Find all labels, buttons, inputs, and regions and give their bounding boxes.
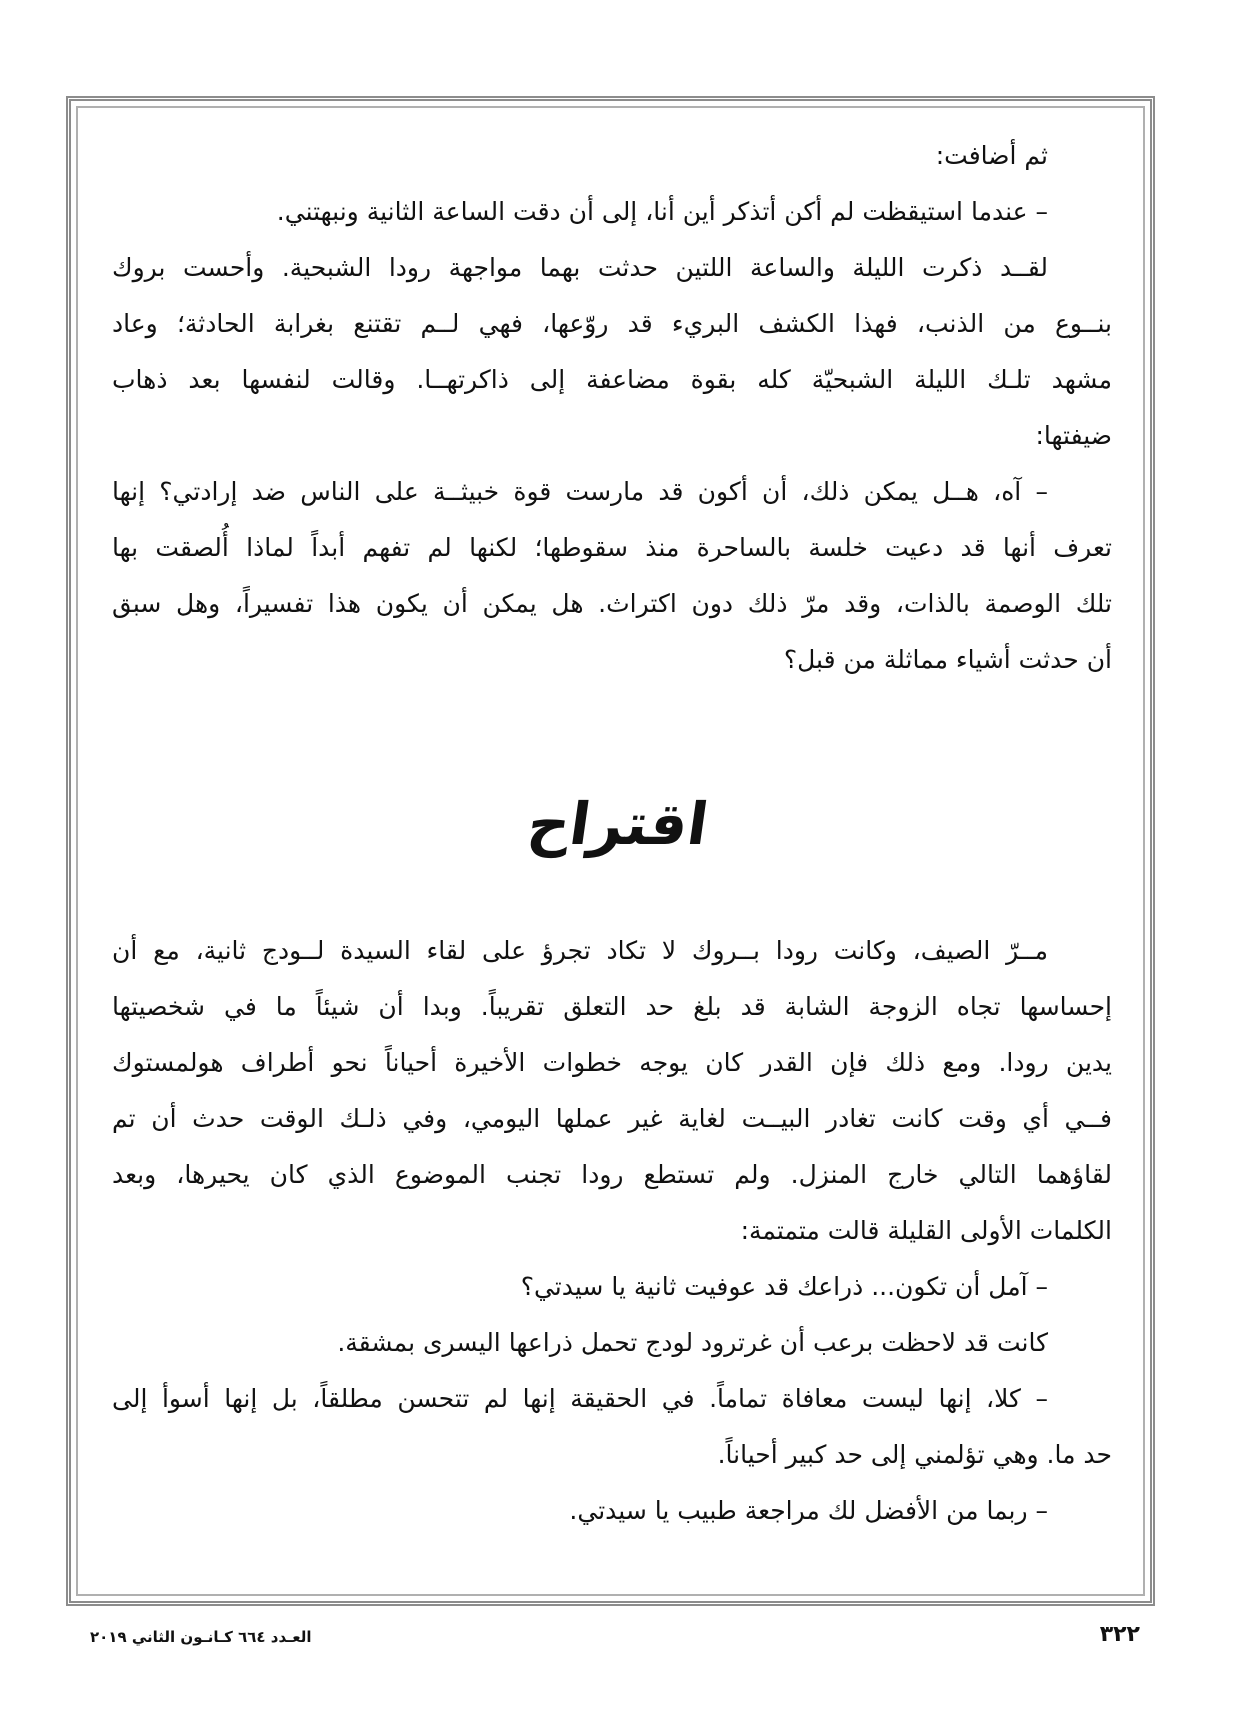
text-line: مــرّ الصيف، وكانت رودا بــروك لا تكاد تجرؤ على لقاء السيدة لــودج ثانية، مع أن — [112, 936, 1048, 965]
section-one-text — [112, 128, 1112, 688]
text-line: مشهد تلـك الليلة الشبحيّة كله بقوة مضاعفة إلى ذاكرتهــا. وقالت لنفسها بعد ذهاب — [112, 365, 1112, 394]
text-line: – عندما استيقظت لم أكن أتذكر أين أنا، إلى أن دقت الساعة الثانية ونبهتني. — [276, 197, 1048, 226]
text-line: – آه، هــل يمكن ذلك، أن أكون قد مارست قوة خبيثــة على الناس ضد إرادتي؟ إنها — [112, 477, 1048, 506]
text-line: – كلا، إنها ليست معافاة تماماً. في الحقيقة إنها لم تتحسن مطلقاً، بل إنها أسوأ إلى — [112, 1384, 1048, 1413]
issue-info: العـدد ٦٦٤ كـانـون الثاني ٢٠١٩ — [90, 1628, 312, 1646]
text-line: – آمل أن تكون... ذراعك قد عوفيت ثانية يا سيدتي؟ — [520, 1272, 1048, 1301]
text-line: – ربما من الأفضل لك مراجعة طبيب يا سيدتي. — [569, 1496, 1048, 1525]
text-line: إحساسها تجاه الزوجة الشابة قد بلغ حد التعلق تقريباً. وبدا أن شيئاً ما في شخصيتها — [112, 992, 1112, 1021]
text-line: لقــد ذكرت الليلة والساعة اللتين حدثت بهما مواجهة رودا الشبحية. وأحست بروك — [112, 253, 1048, 282]
text-line: ثم أضافت: — [935, 141, 1048, 170]
text-line: حد ما. وهي تؤلمني إلى حد كبير أحياناً. — [717, 1440, 1112, 1469]
page-footer — [90, 1622, 1140, 1652]
text-line: كانت قد لاحظت برعب أن غرترود لودج تحمل ذراعها اليسرى بمشقة. — [337, 1328, 1048, 1357]
text-line: فــي أي وقت كانت تغادر البيــت لغاية غير عملها اليومي، وفي ذلـك الوقت حدث أن تم — [112, 1104, 1112, 1133]
text-line: تلك الوصمة بالذات، وقد مرّ ذلك دون اكتراث. هل يمكن أن يكون هذا تفسيراً، وهل سبق — [112, 589, 1112, 618]
text-line: أن حدثت أشياء مماثلة من قبل؟ — [783, 645, 1112, 674]
text-line: بنــوع من الذنب، فهذا الكشف البريء قد روّعها، فهي لــم تقتنع بغرابة الحادثة؛ وعاد — [112, 309, 1112, 338]
text-line: يدين رودا. ومع ذلك فإن القدر كان يوجه خطوات الأخيرة أحياناً نحو أطراف هولمستوك — [112, 1048, 1112, 1077]
text-line: تعرف أنها قد دعيت خلسة بالساحرة منذ سقوطها؛ لكنها لم تفهم أبداً لماذا أُلصقت بها — [112, 533, 1112, 562]
page-number: ٣٢٢ — [1099, 1622, 1140, 1647]
text-line: لقاؤهما التالي خارج المنزل. ولم تستطع رودا تجنب الموضوع الذي كان يحيرها، وبعد — [112, 1160, 1112, 1189]
text-line: الكلمات الأولى القليلة قالت متمتمة: — [740, 1216, 1112, 1245]
section-two-text — [112, 923, 1112, 1539]
text-line: ضيفتها: — [1035, 421, 1112, 450]
section-heading: اقتراح — [523, 790, 713, 858]
